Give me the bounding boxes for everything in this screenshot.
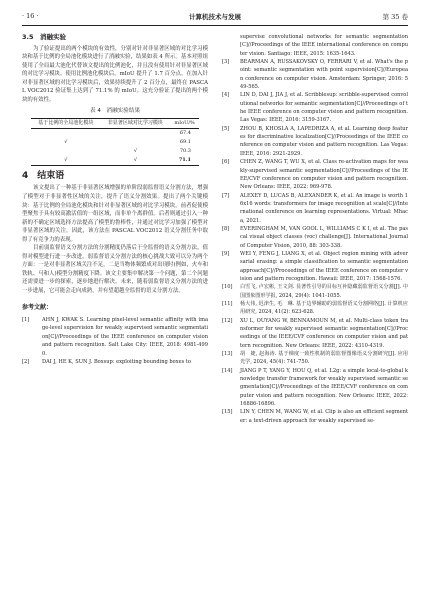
reference-text: EVERINGHAM M, VAN GOOL L, WILLIAMS C K I, et al. The pascal visual object classes (voc) challenge[J]. International Journal of Computer Vision, 2010, 88: 303-338. xyxy=(240,225,408,249)
volume-number: 第 35 卷 xyxy=(382,13,408,21)
reference-number: [10] xyxy=(222,284,233,291)
table-cell: √ xyxy=(133,148,137,155)
table-cell xyxy=(31,147,101,156)
conclusion-paragraph: 该文提出了一种基于非显著区域增强的单阶段弱监督语义分割方法，增强了模型对于非显著性区域的关注，提升了语义分割效果。提出了两个关键模块：基于比例的全局池化模块和针对非显著区域的对比学习模块。前者促使模型聚焦于具有较高激活值的一组区域，而非单个离群值。后者则通过引入一种新的不确定区域选择方法提高了模型的鲁棒性，并通过对比学习加强了模型对非显著区域的关注。因此，该方法在 PASCAL VOC2012 语义分割任务中取得了有竞争力的表现。 xyxy=(22,185,208,243)
table-cell: 70.3 xyxy=(179,148,191,155)
ablation-paragraph: 为了验证提出的两个模块的有效性，分别对针对非显著区域的对比学习模块和基于比例的全局池化模块进行了消融实验，结果如表 4 所示。基本对照组使用了全局最大池化代替该文提出的比例池化，并且没有使用针对非显著区域的对比学习模块。使用比例池化模块后，mIoU 提升了 1.7 百分点。在加入针对非显著区域的对比学习模块后，效果持续提升了 2 百分点，最终在 PASCAL VOC2012 验证集上达到了 71.1% 的 mIoU。这充分验证了提出的两个模块的有效性。 xyxy=(22,45,208,103)
reference-item xyxy=(222,317,408,350)
reference-list-right xyxy=(222,33,408,425)
table-cell: 67.4 xyxy=(179,130,191,137)
reference-text: 胡 婕, 赵海涛. 基于梯度一致性机制的弱监督图像语义分割研究[J]. 应用光学, 2024, 45(4): 741-750. xyxy=(240,351,408,366)
reference-text: supervise convolutional networks for semantic segmentation[C]//Proceedings of the IEEE international conference on computer vision. Santiago: IEEE, 2015: 1635-1643. xyxy=(240,34,408,57)
reference-item xyxy=(222,91,408,124)
ablation-table xyxy=(31,118,199,166)
reference-number: [4] xyxy=(222,92,230,99)
reference-item xyxy=(222,300,408,317)
table-header-miou: mIoU/% xyxy=(170,118,199,128)
reference-text: XU L, OUYANG W, BENNAMOUN M, et al. Multi-class token transformer for weakly supervised semantic segmentation[C]//Proceedings of the IEEE/CVF conference on computer vision and pattern recognition. New Orleans: IEEE, 2022: 4310-4319. xyxy=(240,317,408,349)
table-caption: 表 4 消融实验结果 xyxy=(89,108,141,115)
header-rule xyxy=(22,25,408,26)
reference-number: [12] xyxy=(222,317,233,324)
table-row xyxy=(31,128,199,138)
left-column xyxy=(22,33,208,366)
reference-item xyxy=(222,283,408,300)
reference-text: ALEXEY D, LUCAS B, ALEXANDER K, et al. An image is worth 16x16 words: transformers for image recognition at scale[C]//International conference on learning representations. Virtual: Mhaca, 2021. xyxy=(240,192,408,224)
table-cell: 71.1 xyxy=(170,156,199,166)
reference-item xyxy=(222,225,408,250)
reference-number: [11] xyxy=(222,301,233,307)
reference-item xyxy=(222,58,408,91)
reference-text: ZHOU B, KHOSLA A, LAPEDRIZA A, et al. Learning deep features for discriminative localization[C]//Proceedings of the IEEE conference on computer vision and pattern recognition. Las Vegas: IEEE, 2016: 2921-2929. xyxy=(240,125,408,157)
table-row xyxy=(31,138,199,147)
references-heading: 参考文献： xyxy=(22,303,53,311)
reference-number: [9] xyxy=(222,250,230,257)
reference-text: 杨大伟, 迟津生, 毛 琳. 基于边界辅助的弱监督语义分割网络[J]. 计算机应用研究, 2024, 41(2): 623-628. xyxy=(240,301,408,316)
reference-text: CHEN Z, WANG T, WU X, et al. Class re-activation maps for weakly-supervised semantic segmentation[C]//Proceedings of the IEEE/CVF conference on computer vision and pattern recognition. New Orleans: IEEE, 2022: 969-978. xyxy=(240,159,408,191)
conclusion-heading: 4 结束语 xyxy=(22,170,65,181)
table-header-row xyxy=(31,118,199,128)
reference-number: [7] xyxy=(222,192,230,199)
reference-number: [6] xyxy=(222,159,230,166)
reference-text: BEARMAN A, RUSSAKOVSKY O, FERRARI V, et al. What's the point: semantic segmentation with point supervision[C]//European conference on computer vision. Amsterdam: Springer, 2016: 549-565. xyxy=(240,59,408,91)
reference-number: [3] xyxy=(222,59,230,66)
reference-number: [1] xyxy=(22,317,30,324)
reference-item xyxy=(222,158,408,191)
table-cell: 69.1 xyxy=(179,139,191,146)
reference-number: [2] xyxy=(22,358,30,365)
page-number: · 16 · xyxy=(22,12,39,20)
reference-text: LIN D, DAI J, JIA J, et al. Scribblesup: scribble-supervised convolutional networks for semantic segmentation[C]//Proceedings of the IEEE conference on computer vision and pattern recognition. Las Vegas: IEEE, 2016: 3159-3167. xyxy=(240,92,408,124)
reference-text: JIANG P T, YANG Y, HOU Q, et al. L2g: a simple local-to-global knowledge transfer framework for weakly supervised semantic segmentation[C]//Proceedings of the IEEE/CVF conference on computer vision and pattern recognition. New Orleans: IEEE, 2022: 16886-16896. xyxy=(240,367,408,408)
table-row xyxy=(31,156,199,166)
reference-text: WEI Y, FENG J, LIANG X, et al. Object region mining with adversarial erasing: a simple classification to semantic segmentation approach[C]//Proceedings of the IEEE conference on computer vision and pattern recognition. Hawaii: IEEE, 2017: 1568-1576. xyxy=(240,250,408,282)
reference-text: LIN Y, CHEN M, WANG W, et al. Clip is also an efficient segmenter: a text-driven approach for weakly supervised se- xyxy=(240,409,408,424)
table-cell: √ xyxy=(31,156,101,166)
reference-number: [15] xyxy=(222,409,233,416)
table-cell: √ xyxy=(101,156,171,166)
ablation-heading: 3.5 消融实验 xyxy=(22,33,67,41)
table-header-pooling: 基于比例的全局池化模块 xyxy=(31,118,101,128)
reference-item xyxy=(222,408,408,425)
reference-number: [13] xyxy=(222,351,233,358)
reference-number: [14] xyxy=(222,367,233,374)
reference-item xyxy=(22,316,208,358)
reference-number: [8] xyxy=(222,225,230,232)
table-cell xyxy=(101,128,171,138)
reference-item xyxy=(222,125,408,158)
table-header-contrastive: 非显著区域对比学习模块 xyxy=(101,118,171,128)
table-cell: √ xyxy=(64,139,68,146)
table-cell xyxy=(101,138,171,147)
reference-text: DAI J, HE K, SUN J. Boxsup: exploiting bounding boxes to xyxy=(42,358,191,365)
table-cell xyxy=(31,128,101,138)
table-row xyxy=(31,147,199,156)
reference-item xyxy=(222,192,408,225)
reference-item xyxy=(222,350,408,367)
running-header xyxy=(22,10,408,24)
reference-text: AHN J, KWAK S. Learning pixel-level semantic affinity with image-level supervision for weakly supervised semantic segmentation[C]//Proceedings of the IEEE conference on computer vision and pattern recognition. Salt Lake City: IEEE, 2018: 4981-4990. xyxy=(42,317,208,357)
right-column xyxy=(222,33,408,425)
reference-item xyxy=(222,250,408,283)
journal-title: 计算机技术与发展 xyxy=(189,13,241,21)
reference-text: 白雪飞, 卢宏彬, 王文剑. 显著性引导的目标互补隐藏弱监督语义分割[J]. 中国图象图形学报, 2024, 29(4): 1041-1055. xyxy=(240,284,408,299)
conclusion-paragraph: 目前弱监督语义分割方法的分割精度仍落后于全监督的语义分割方法，值得对模型进行进一步改进。弱监督语义分割方法的核心挑战大致可以分为两个方面：一是对非显著区域关注不足，二是当物体频繁成对出现时(例如，火车和铁轨、马和人)模型分割精度下降。该文主要集中解决第一个问题，第二个问题还需要进一步的探索，逐步地进行解决。未来，随着弱监督语义分割方法的进一步进展，它可能会走向成熟，并有望超越全监督的语义分割方法。 xyxy=(22,245,208,295)
reference-item xyxy=(22,358,208,366)
reference-item xyxy=(222,33,408,58)
reference-item xyxy=(222,367,408,409)
reference-number: [5] xyxy=(222,125,230,132)
reference-list-left xyxy=(22,316,208,366)
